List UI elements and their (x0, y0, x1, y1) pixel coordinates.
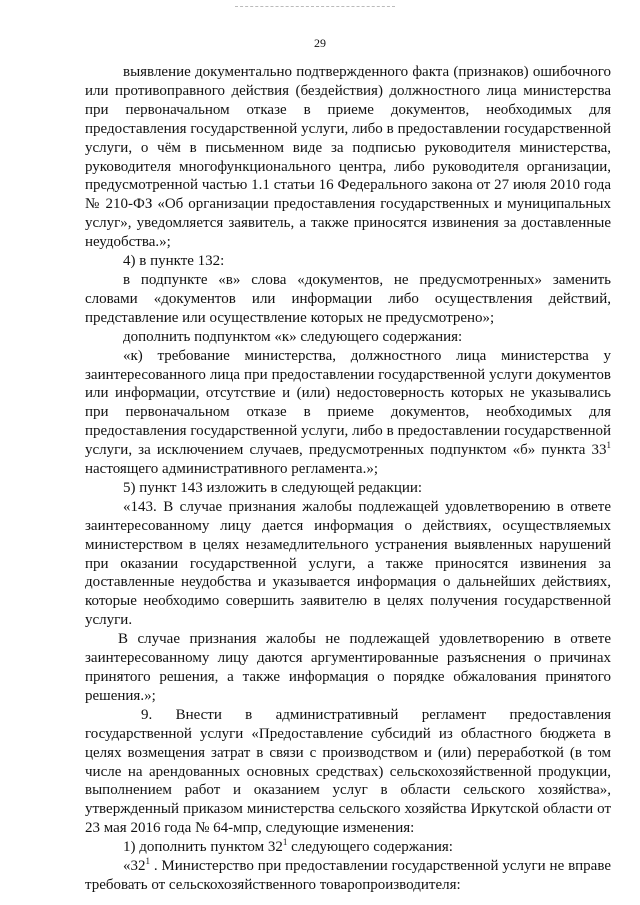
paragraph-p10 (85, 838, 611, 857)
paragraph-p9 (85, 706, 611, 838)
paragraph-p1 (85, 63, 611, 252)
paragraph-p2 (85, 252, 611, 271)
text-run: настоящего административного регламента.»; (85, 461, 378, 478)
text-run: в подпункте «в» слова «документов, не предусмотренных» заменить словами «документов или информации либо осуществления действий, представление или осуществление которых не предусмотрено»; (85, 271, 611, 326)
scan-edge-mark (235, 6, 395, 8)
paragraph-p6 (85, 479, 611, 498)
text-run: «143. В случае признания жалобы подлежащей удовлетворению в ответе заинтересованному лицу дается информация о действиях, осуществляемых министерством в целях незамедлительного устранения выявленных нарушений при оказании государственной услуги, а также приносятся извинения за доставленные неудобства и указывается информация о дальнейших действиях, которые необходимо совершить заявителю в целях получения государственной услуги. (85, 498, 611, 629)
superscript: 1 (145, 856, 150, 867)
text-run: выявление документально подтвержденного факта (признаков) ошибочного или противоправного действия (бездействия) должностного лица министерства при первоначальном отказе в приеме документов, необходимых для предоставления государственной услуги, либо в предоставлении государственной услуги, о чём в письменном виде за подписью руководителя министерства, руководителя многофункционального центра, либо руководителя организации, предусмотренной частью 1.1 статьи 16 Федерального закона от 27 июля 2010 года № 210-ФЗ «Об организации предоставления государственных и муниципальных услуг», уведомляется заявитель, а также приносятся извинения за доставленные неудобства.»; (85, 64, 611, 251)
text-run: . Министерство при предоставлении государственной услуги не вправе требовать от сельскохозяйственного товаропроизводителя: (85, 858, 611, 893)
text-run: В случае признания жалобы не подлежащей удовлетворению в ответе заинтересованному лицу даются аргументированные разъяснения о причинах принятого решения, а также информация о порядке обжалования принятого решения.»; (85, 631, 611, 704)
superscript: 1 (606, 440, 611, 451)
text-run: 4) в пункте 132: (123, 253, 225, 270)
paragraph-p3 (85, 271, 611, 328)
text-run: следующего содержания: (287, 839, 453, 856)
text-run: «32 (123, 858, 146, 875)
text-run: 1) дополнить пунктом 32 (123, 839, 283, 856)
paragraph-p7 (85, 498, 611, 630)
text-run: 9. Внести в административный регламент предоставления государственной услуги «Предоставление субсидий из областного бюджета в целях возмещения затрат в связи с производством и (или) переработкой (в том числе на арендованных основных средствах) сельскохозяйственной продукции, выполнением работ и оказанием услуг в области сельского хозяйства», утвержденный приказом министерства сельского хозяйства Иркутской области от 23 мая 2016 года № 64-мпр, следующие изменения: (85, 706, 611, 837)
document-body (85, 63, 611, 895)
paragraph-p8 (85, 630, 611, 706)
text-run: «к) требование министерства, должностного лица министерства у заинтересованного лица при предоставлении государственной услуги документов или информации, отсутствие и (или) недостоверность которых не указывались при первоначальном отказе в приеме документов, необходимых для предоставления государственной услуги, либо в предоставлении государственной услуги, за исключением случаев, предусмотренных подпунктом «б» пункта 33 (85, 347, 611, 459)
page-number: 29 (314, 36, 326, 50)
paragraph-p4 (85, 328, 611, 347)
superscript: 1 (282, 837, 288, 848)
text-run: 5) пункт 143 изложить в следующей редакции: (123, 479, 423, 496)
paragraph-p11 (85, 857, 611, 895)
text-run: дополнить подпунктом «к» следующего содержания: (123, 328, 463, 345)
paragraph-p5 (85, 347, 611, 479)
